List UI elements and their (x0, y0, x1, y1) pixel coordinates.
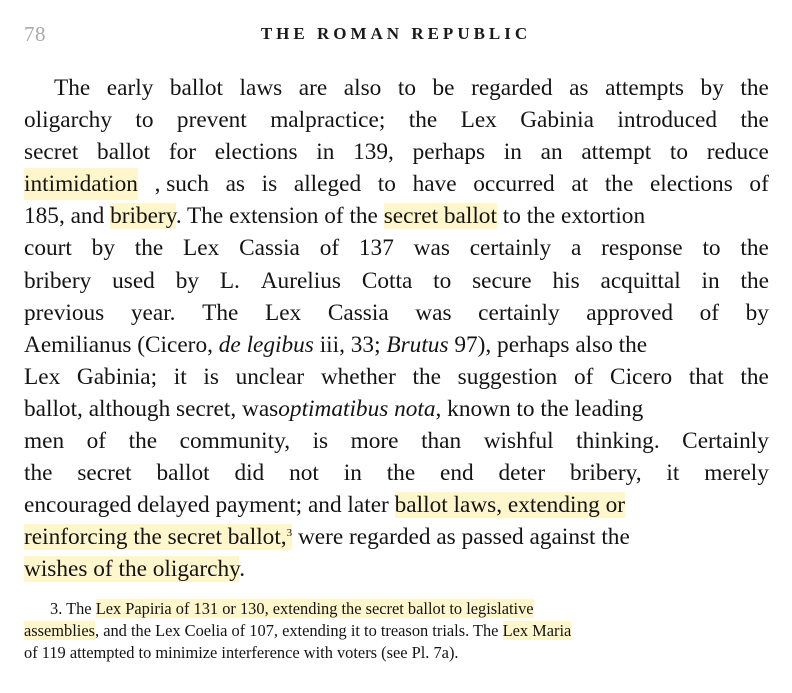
word: deter (498, 460, 546, 487)
word: a (570, 235, 582, 262)
body-line-5 (24, 200, 769, 232)
word: Cassia (239, 235, 300, 262)
word: was (413, 235, 450, 262)
word: merely (704, 460, 769, 487)
body-line-7 (24, 265, 769, 297)
word: to (377, 171, 396, 198)
word: prevent (176, 107, 247, 134)
text-fragment: to the extortion (502, 203, 646, 230)
word: more (350, 428, 399, 455)
word: as (569, 75, 589, 101)
word: certainly (478, 299, 560, 326)
word: in (701, 267, 720, 294)
word: introduced (617, 107, 718, 134)
text-fragment: , and the Lex Coelia of 107, extending it to treason trials. The (95, 621, 499, 640)
word: wishful (483, 428, 554, 455)
word: Cassia (327, 299, 389, 326)
word: ballot (156, 460, 210, 487)
word: by (175, 267, 199, 294)
word: laws (239, 75, 283, 101)
body-line-8 (24, 297, 769, 329)
footnote (24, 598, 769, 664)
highlighted-phrase: Lex Maria (502, 621, 572, 640)
word: malpractice; (270, 107, 386, 134)
footnote-line-1 (24, 598, 769, 620)
highlighted-phrase: secret ballot (383, 203, 497, 230)
word: perhaps (412, 139, 486, 166)
text-fragment: encouraged delayed payment; and later (24, 492, 389, 519)
body-line-4 (24, 168, 769, 200)
word: ballot (169, 75, 223, 101)
word: the (128, 428, 158, 455)
word: of (86, 428, 107, 455)
word: not (289, 460, 319, 487)
word: year. (130, 299, 176, 326)
word: previous (24, 299, 105, 326)
word: did (234, 460, 265, 487)
word: be (432, 75, 455, 101)
word: to (702, 235, 721, 262)
body-line-10 (24, 361, 769, 393)
word: whether (320, 363, 396, 390)
body-line-13 (24, 457, 769, 489)
word: the (134, 235, 164, 262)
word: Cicero (610, 363, 673, 390)
word: 137 (358, 235, 394, 262)
word: by (745, 299, 769, 326)
text-fragment: 3. The (50, 599, 92, 618)
italic-title: de legibus (218, 331, 314, 358)
text-fragment: 97), perhaps also the (454, 331, 648, 358)
word: suggestion (457, 363, 558, 390)
word: the (386, 460, 416, 487)
word: bribery, (569, 460, 642, 487)
word: by (700, 75, 724, 101)
body-line-9 (24, 329, 769, 361)
word: are (298, 75, 328, 101)
highlighted-phrase: Lex Papiria of 131 or 130, extending the secret ballot to legislative (95, 599, 534, 618)
word: in (343, 460, 362, 487)
word: than (421, 428, 462, 455)
text-fragment: . (239, 556, 246, 583)
word: the (412, 363, 441, 390)
word: the (24, 460, 53, 487)
highlighted-phrase (24, 524, 292, 550)
body-line-16 (24, 553, 769, 585)
highlighted-phrase: assemblies (24, 621, 96, 640)
footnote-line-3: of 119 attempted to minimize interference with voters (see Pl. 7a). (24, 643, 459, 662)
body-line-2 (24, 104, 769, 136)
text-fragment: , known to the leading (435, 395, 644, 422)
highlighted-phrase: bribery (110, 203, 176, 230)
word: ballot (97, 139, 151, 166)
word: elections (214, 139, 298, 166)
word: to (433, 267, 452, 294)
word: is (312, 428, 329, 455)
text-fragment: Aemilianus (Cicero, (24, 331, 213, 358)
word: acquittal (600, 267, 681, 294)
word: in (503, 139, 522, 166)
word: response (601, 235, 683, 262)
highlighted-phrase: ballot laws, extending or (394, 492, 625, 519)
word: Lex (460, 107, 497, 134)
word: oligarchy (24, 107, 112, 134)
word: Certainly (682, 428, 769, 455)
highlighted-phrase: intimidation (24, 168, 138, 200)
word: The (54, 75, 91, 101)
text-fragment: were regarded as passed against the (297, 524, 630, 551)
body-line-1 (24, 72, 769, 104)
word: the (740, 267, 769, 294)
word: to (397, 75, 416, 101)
word: also (343, 75, 382, 101)
word: Aurelius (260, 267, 341, 294)
word: , such (154, 171, 209, 198)
word: attempts (605, 75, 684, 101)
word: occurred (473, 171, 555, 198)
body-line-14 (24, 489, 769, 521)
text-fragment: reinforcing the secret ballot, (24, 524, 287, 551)
body-line-6 (24, 232, 769, 264)
word: to (669, 139, 689, 166)
word: early (106, 75, 154, 101)
word: that (688, 363, 724, 390)
word: used (112, 267, 155, 294)
footnote-line-2 (24, 620, 769, 642)
body-line-12 (24, 425, 769, 457)
text-fragment: iii, 33; (319, 331, 381, 358)
word: for (168, 139, 196, 166)
word: Lex (183, 235, 220, 262)
word: it (173, 363, 187, 390)
word: of (749, 171, 769, 198)
word: unclear (235, 363, 305, 390)
word: is (261, 171, 278, 198)
word: by (91, 235, 115, 262)
word: is (203, 363, 219, 390)
text-fragment: ballot, although secret, was (24, 395, 279, 422)
word: to (135, 107, 154, 134)
word: Cotta (361, 267, 413, 294)
footnote-marker: 3 (286, 527, 293, 540)
body-line-11 (24, 393, 769, 425)
word: Gabinia (520, 107, 594, 134)
word: The (202, 299, 239, 326)
word: the (604, 171, 634, 198)
word: Lex (264, 299, 302, 326)
word: bribery (24, 267, 92, 294)
word: was (415, 299, 452, 326)
word: regarded (471, 75, 553, 101)
word: secret (77, 460, 132, 487)
text-fragment: . The extension of the (175, 203, 378, 230)
word: thinking. (576, 428, 660, 455)
italic-title: Brutus (386, 331, 449, 358)
word: Gabinia; (76, 363, 158, 390)
word: men (24, 428, 65, 455)
word: approved (586, 299, 673, 326)
word: of (699, 299, 720, 326)
word: Lex (24, 363, 61, 390)
word: it (666, 460, 680, 487)
word: of (573, 363, 594, 390)
running-head: THE ROMAN REPUBLIC (260, 24, 532, 43)
word: the (408, 107, 438, 134)
word: the (740, 363, 769, 390)
word: reduce (706, 139, 769, 166)
text-fragment: 185, and (24, 203, 105, 230)
word: attempt (581, 139, 652, 166)
word: have (412, 171, 457, 198)
word: secure (472, 267, 532, 294)
word: community, (179, 428, 291, 455)
page-number: 78 (24, 22, 46, 46)
word: 139, (353, 139, 394, 166)
word: end (440, 460, 474, 487)
highlighted-phrase: wishes of the oligarchy (24, 556, 240, 583)
word: elections (649, 171, 733, 198)
body-line-3 (24, 136, 769, 168)
word: alleged (293, 171, 362, 198)
word: certainly (469, 235, 552, 262)
word: at (571, 171, 589, 198)
word: L. (219, 267, 240, 294)
word: in (316, 139, 335, 166)
word: secret (24, 139, 79, 166)
italic-phrase: optimatibus nota (278, 395, 436, 422)
word: of (319, 235, 340, 262)
word: an (540, 139, 563, 166)
word: court (24, 235, 72, 262)
word: his (552, 267, 580, 294)
word: as (225, 171, 245, 198)
word: the (740, 235, 769, 262)
body-line-15 (24, 521, 769, 553)
body-text (24, 72, 769, 586)
word: the (740, 107, 769, 134)
word: the (740, 75, 769, 101)
